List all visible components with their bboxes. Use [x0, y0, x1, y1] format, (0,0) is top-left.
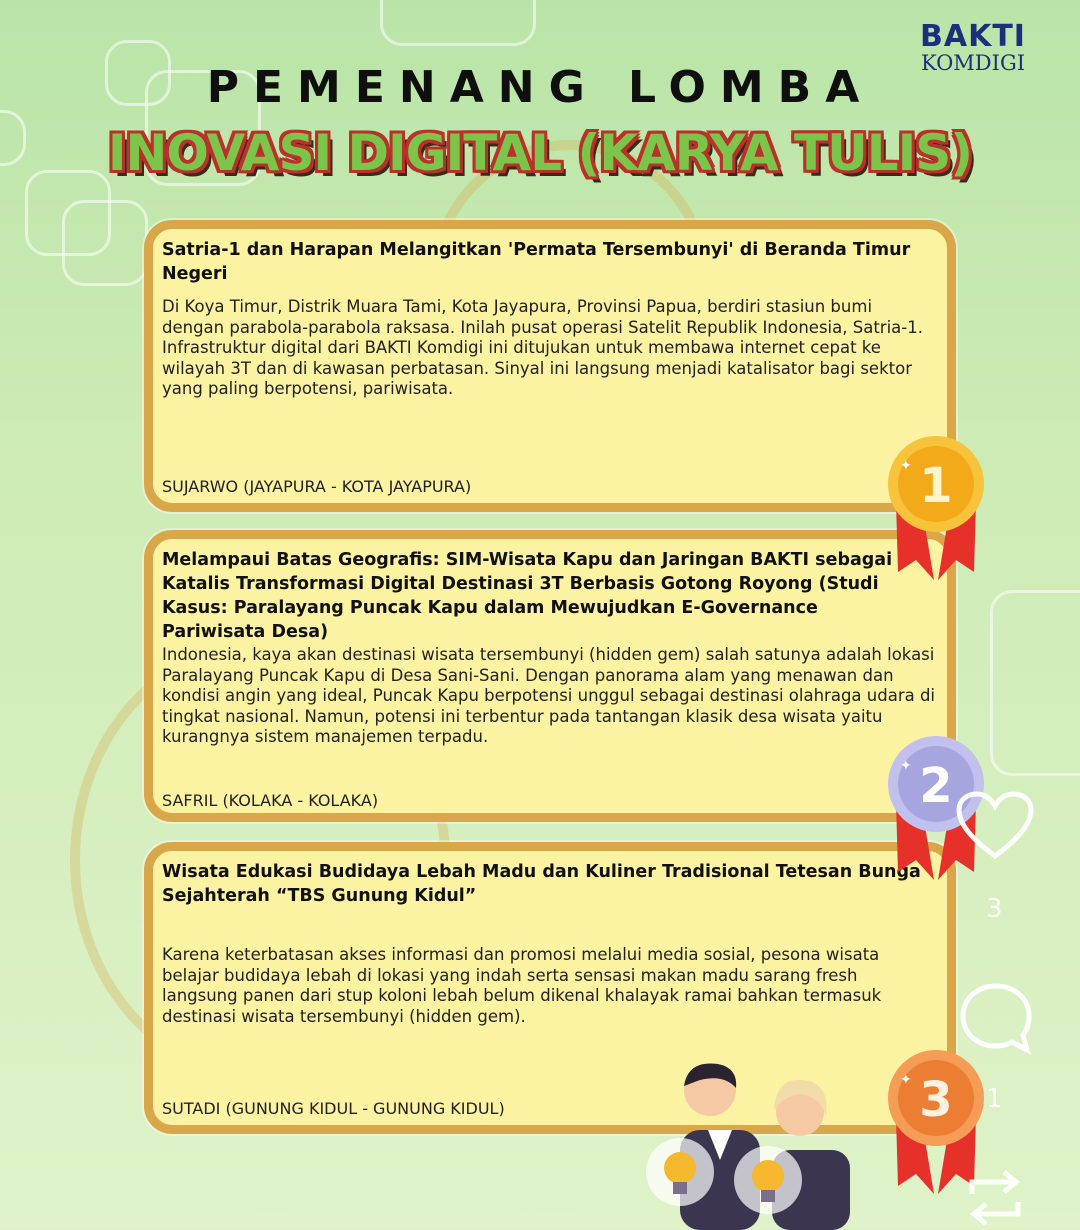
winner-description: Indonesia, kaya akan destinasi wisata tersembunyi (hidden gem) salah satunya adalah lokasi Paralayang Puncak Kapu di Desa Sani-Sani. Dengan panorama alam yang menawan dan kondisi angin yang ideal, Puncak Kapu berpotensi unggul sebagai destinasi olahraga udara di tingkat nasional. Namun, potensi ini terbentur pada tantangan klasik desa wisata yaitu kurangnya sistem manajemen terpadu. — [162, 645, 936, 746]
winner-card-1 — [144, 220, 956, 512]
winner-title: Satria-1 dan Harapan Melangitkan 'Permata Tersembunyi' di Beranda Timur Negeri — [162, 240, 911, 284]
logo-text-bottom: KOMDIGI — [920, 51, 1026, 75]
comment-icon[interactable] — [957, 980, 1035, 1056]
bg-rounded-square — [990, 590, 1080, 776]
page-subtitle: INOVASI DIGITAL (KARYA TULIS) — [107, 124, 973, 182]
winner-description: Karena keterbatasan akses informasi dan promosi melalui media sosial, pesona wisata belajar budidaya lebah di lokasi yang indah serta sensasi makan madu sarang fresh langsung panen dari stup koloni lebah belum dikenal khalayak ramai bahkan termasuk destinasi wisata tersembunyi (hidden gem). — [162, 945, 882, 1026]
gold-medal-icon — [876, 432, 996, 592]
svg-text:✦: ✦ — [900, 458, 912, 474]
people-lightbulb-illustration — [640, 1060, 870, 1230]
medal-rank: 3 — [919, 1072, 953, 1128]
svg-text:✦: ✦ — [900, 1072, 912, 1088]
medal-rank: 1 — [919, 458, 953, 514]
logo-text-top: BAKTI — [920, 19, 1026, 54]
winner-author: SUJARWO (JAYAPURA - KOTA JAYAPURA) — [162, 477, 472, 496]
winner-author: SAFRIL (KOLAKA - KOLAKA) — [162, 791, 379, 810]
medal-rank: 2 — [919, 758, 953, 814]
winner-description: Di Koya Timur, Distrik Muara Tami, Kota Jayapura, Provinsi Papua, berdiri stasiun bumi dengan parabola-parabola raksasa. Inilah pusat operasi Satelit Republik Indonesia, Satria-1. Infrastruktur digital dari BAKTI Komdigi ini ditujukan untuk membawa internet cepat ke wilayah 3T dan di kawasan perbatasan. Sinyal ini langsung menjadi katalisator bagi sektor yang paling berpotensi, pariwisata. — [162, 297, 923, 398]
winner-title: Wisata Edukasi Budidaya Lebah Madu dan Kuliner Tradisional Tetesan Bunga Sejahterah “TBS Gunung Kidul” — [162, 862, 921, 906]
like-count: 3 — [986, 894, 1003, 924]
bg-rounded-square — [62, 200, 148, 286]
winner-card-2 — [144, 530, 956, 822]
winner-author: SUTADI (GUNUNG KIDUL - GUNUNG KIDUL) — [162, 1099, 505, 1118]
bg-rounded-square — [380, 0, 536, 46]
heart-icon[interactable] — [955, 790, 1035, 862]
comment-count: 1 — [986, 1084, 1003, 1114]
repost-icon[interactable] — [960, 1166, 1030, 1230]
page-title: PEMENANG LOMBA — [206, 62, 874, 113]
winner-title: Melampaui Batas Geografis: SIM-Wisata Kapu dan Jaringan BAKTI sebagai Katalis Transformasi Digital Destinasi 3T Berbasis Gotong Royong (Studi Kasus: Paralayang Puncak Kapu dalam Mewujudkan E-Governance Pariwisata Desa) — [162, 550, 893, 642]
svg-text:✦: ✦ — [900, 758, 912, 774]
